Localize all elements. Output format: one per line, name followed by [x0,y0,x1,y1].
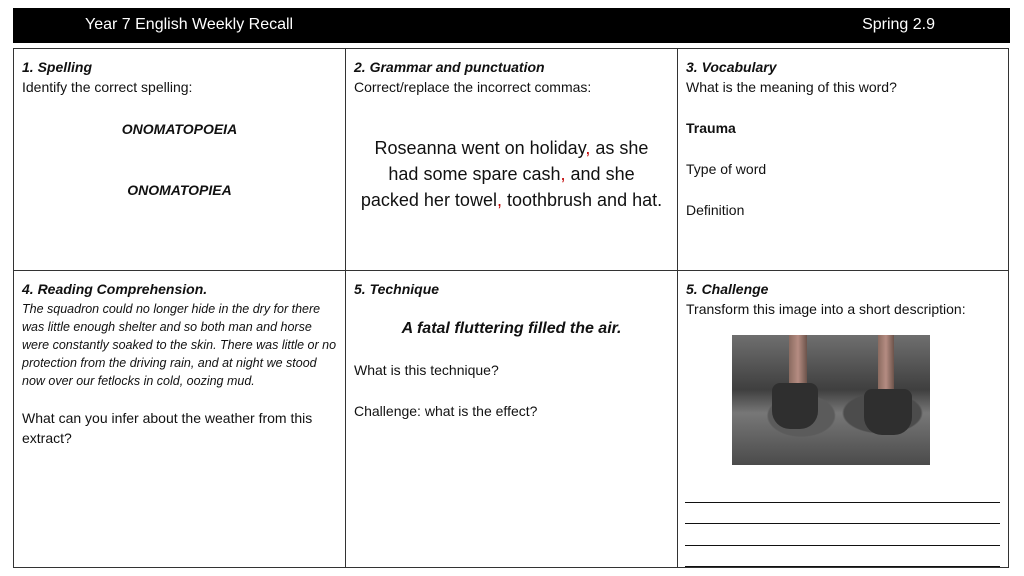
term-label: Spring 2.9 [862,16,935,33]
answer-line [685,481,1000,503]
incorrect-comma-1: , [585,138,591,158]
vocabulary-word: Trauma [686,120,736,136]
challenge-cell [678,271,1008,567]
sentence-part-2: as she had some spare cash [388,138,649,184]
sentence-part-1: Roseanna went on holiday [374,138,586,158]
reading-cell [14,271,346,567]
type-of-word-label: Type of word [686,161,767,177]
challenge-instruction: Transform this image into a short description: [686,301,966,317]
reading-extract: The squadron could no longer hide in the dry for there was little enough shelter and so both man and horse were constantly soaked to the skin. There was little or no protection from the driving rain, and at night we stood now over our fetlocks in cold, oozing mud. [22,302,337,388]
incorrect-comma-2: , [560,164,566,184]
grammar-instruction: Correct/replace the incorrect commas: [354,79,592,95]
spelling-option-2: ONOMATOPIEA [127,182,232,198]
reading-question: What can you infer about the weather from this extract? [22,410,313,446]
technique-challenge: Challenge: what is the effect? [354,403,538,419]
spelling-cell [14,49,346,271]
right-leg-image [878,335,894,397]
definition-label: Definition [686,202,745,218]
technique-quote: A fatal fluttering filled the air. [401,320,622,337]
grammar-sentence [346,135,677,213]
vocabulary-heading: 3. Vocabulary [686,59,777,75]
incorrect-comma-3: , [496,190,502,210]
reading-heading: 4. Reading Comprehension. [22,281,208,297]
spelling-heading: 1. Spelling [22,59,93,75]
right-boot-image [864,389,912,435]
sentence-part-3: and she packed her towel [360,164,635,210]
technique-heading: 5. Technique [354,281,440,297]
grammar-heading: 2. Grammar and punctuation [354,59,545,75]
technique-cell [346,271,678,567]
spelling-option-1: ONOMATOPOEIA [121,121,238,137]
sentence-part-4: toothbrush and hat. [501,190,663,210]
vocabulary-cell [678,49,1008,271]
grammar-cell [346,49,678,271]
answer-line [685,524,1000,546]
answer-line [685,546,1000,568]
technique-question: What is this technique? [354,362,499,378]
muddy-boots-photo [732,335,930,465]
header-bar [13,8,1010,43]
recall-grid [13,48,1009,568]
vocabulary-instruction: What is the meaning of this word? [686,79,897,95]
answer-lines [685,481,1000,567]
page-title: Year 7 English Weekly Recall [85,16,294,33]
spelling-instruction: Identify the correct spelling: [22,79,193,95]
answer-line [685,503,1000,525]
left-boot-image [772,383,818,429]
challenge-heading: 5. Challenge [686,281,769,297]
